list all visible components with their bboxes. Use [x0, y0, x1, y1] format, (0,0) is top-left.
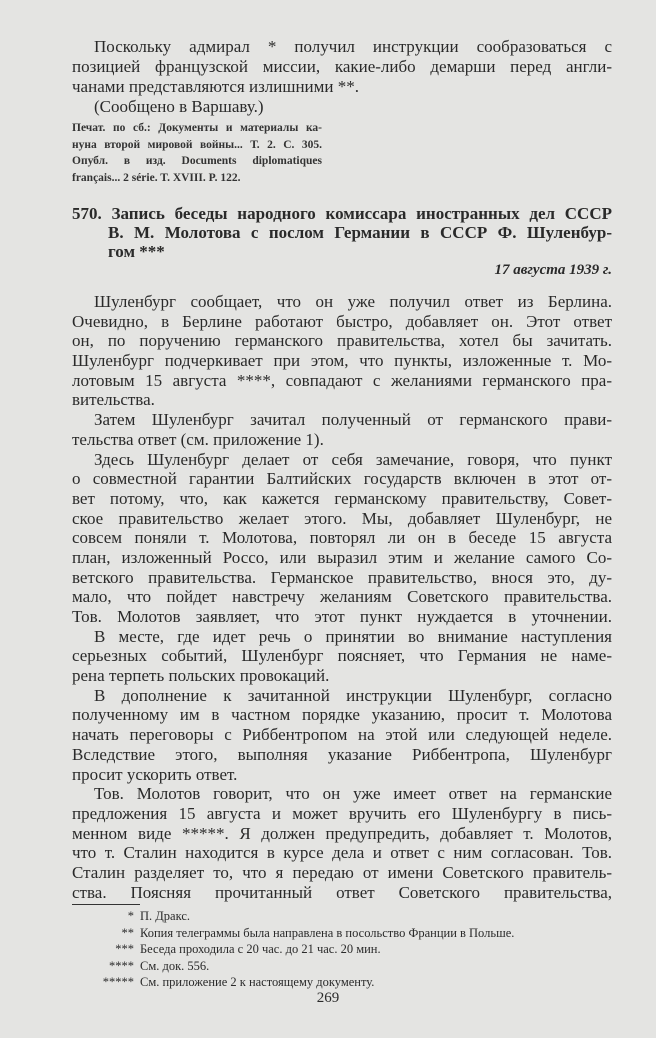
text-line: ское правительство желает этого. Мы, добавляет Шуленбург, не	[72, 508, 612, 528]
footnote	[60, 958, 620, 975]
text-line: вительства.	[72, 390, 155, 410]
text-line: позицией французской миссии, какие-либо демарши перед англи-	[72, 57, 612, 76]
source-line: Печат. по сб.: Документы и материалы ка-	[72, 122, 322, 134]
paragraph	[72, 686, 612, 784]
text-line: тельства ответ (см. приложение 1).	[72, 429, 324, 449]
text-line: Очевидно, в Берлине работают быстро, добавляет он. Этот ответ	[72, 311, 612, 331]
paragraph	[72, 450, 612, 627]
footnote-text: Беседа проходила с 20 час. до 21 час. 20 мин.	[140, 942, 381, 956]
paragraph	[72, 784, 612, 902]
document-date: 17 августа 1939 г.	[494, 262, 612, 278]
text-line: о совместной гарантии Балтийских государств включен в этот от-	[72, 469, 612, 489]
text-line: что т. Сталин находится в курсе дела и ответ с ним согласован. Тов.	[72, 843, 612, 863]
paragraph	[72, 292, 612, 410]
text-line: Здесь Шуленбург делает от себя замечание, говоря, что пункт	[94, 449, 612, 469]
footnote	[60, 974, 620, 991]
page-number: 269	[316, 990, 340, 1006]
footnote-text: П. Дракс.	[140, 909, 191, 923]
source-line: нуна второй мировой войны... Т. 2. С. 305.	[72, 138, 322, 151]
text-line: совсем поняли т. Молотова, повторял ли он в беседе 15 августа	[72, 528, 612, 548]
text-line: Затем Шуленбург зачитал полученный от германского прави-	[94, 410, 612, 430]
text-line: менном виде *****. Я должен предупредить, добавляет т. Молотов,	[72, 823, 612, 843]
text-line: серьезных событий, Шуленбург поясняет, что Германия не наме-	[72, 646, 612, 666]
footnote-text: См. приложение 2 к настоящему документу.	[140, 975, 375, 989]
document-body	[72, 292, 612, 902]
source-note	[72, 120, 322, 187]
text-line: предложения 15 августа и может вручить его Шуленбургу в пись-	[72, 803, 612, 823]
text-line: просит ускорить ответ.	[72, 764, 238, 784]
text-line: Шуленбург сообщает, что он уже получил ответ из Берлина.	[94, 292, 612, 311]
document-title	[72, 204, 612, 261]
footnote	[60, 908, 620, 925]
footnotes	[60, 908, 620, 991]
footnote-mark: **	[121, 925, 134, 940]
text-line: Вследствие этого, выполняя указание Риббентропа, Шуленбург	[72, 744, 612, 764]
footnote	[60, 941, 620, 958]
text-line: Тов. Молотов говорит, что он уже имеет ответ на германские	[94, 784, 612, 804]
intro-note: (Сообщено в Варшаву.)	[94, 97, 264, 116]
title-line: 570. Запись беседы народного комиссара иностранных дел СССР	[72, 204, 612, 223]
footnote-divider	[72, 904, 140, 905]
text-line: начать переговоры с Риббентропом на этой или следующей неделе.	[72, 725, 612, 745]
footnote-text: Копия телеграммы была направлена в посольство Франции в Польше.	[140, 925, 515, 940]
text-line: В месте, где идет речь о принятии во внимание наступления	[94, 626, 612, 646]
paragraph	[72, 410, 612, 449]
text-line: полученному им в частном порядке указанию, просит т. Молотова	[72, 705, 612, 725]
footnote-mark: ***	[115, 942, 134, 956]
text-line: мало, что пойдет навстречу желаниям Советского правительства.	[72, 587, 612, 607]
footnote-text: См. док. 556.	[140, 958, 210, 973]
title-line: гом ***	[108, 242, 165, 261]
text-line: Тов. Молотов заявляет, что этот пункт нуждается в уточнении.	[72, 607, 612, 626]
text-line: Поскольку адмирал * получил инструкции сообразоваться с	[94, 37, 612, 56]
text-line: В дополнение к зачитанной инструкции Шуленбург, согласно	[94, 685, 612, 705]
paragraph	[72, 627, 612, 686]
footnote-mark: *****	[102, 975, 134, 989]
text-line: план, изложенный Россо, или выразил этим и желание самого Со-	[72, 547, 612, 567]
text-line: вет потому, что, как кажется германскому правительству, Совет-	[72, 488, 612, 508]
intro-paragraph	[72, 37, 612, 117]
text-line: Сталин разделяет то, что я передаю от имени Советского правитель-	[72, 862, 612, 882]
title-line: В. М. Молотова с послом Германии в СССР Ф. Шуленбур-	[108, 223, 612, 242]
source-line: Опубл. в изд. Documents diplomatiques	[72, 155, 322, 168]
text-line: ства. Поясняя прочитанный ответ Советского правительства,	[72, 882, 612, 902]
text-line: ветского правительства. Германское правительство, внося это, ду-	[72, 567, 612, 587]
text-line: рена терпеть польских провокаций.	[72, 666, 330, 686]
text-line: лотовым 15 августа ****, совпадают с желаниями германского пра-	[72, 370, 612, 390]
source-line: français... 2 série. T. XVIII. P. 122.	[72, 172, 241, 185]
text-line: он, по поручению германского правительства, хотел бы зачитать.	[72, 331, 612, 351]
text-line: Шуленбург подчеркивает при этом, что пункты, изложенные т. Мо-	[72, 351, 612, 371]
footnote-mark: ****	[109, 958, 134, 973]
text-line: чанами представляются излишними **.	[72, 77, 360, 96]
footnote-mark: *	[127, 909, 134, 923]
footnote	[60, 925, 620, 942]
